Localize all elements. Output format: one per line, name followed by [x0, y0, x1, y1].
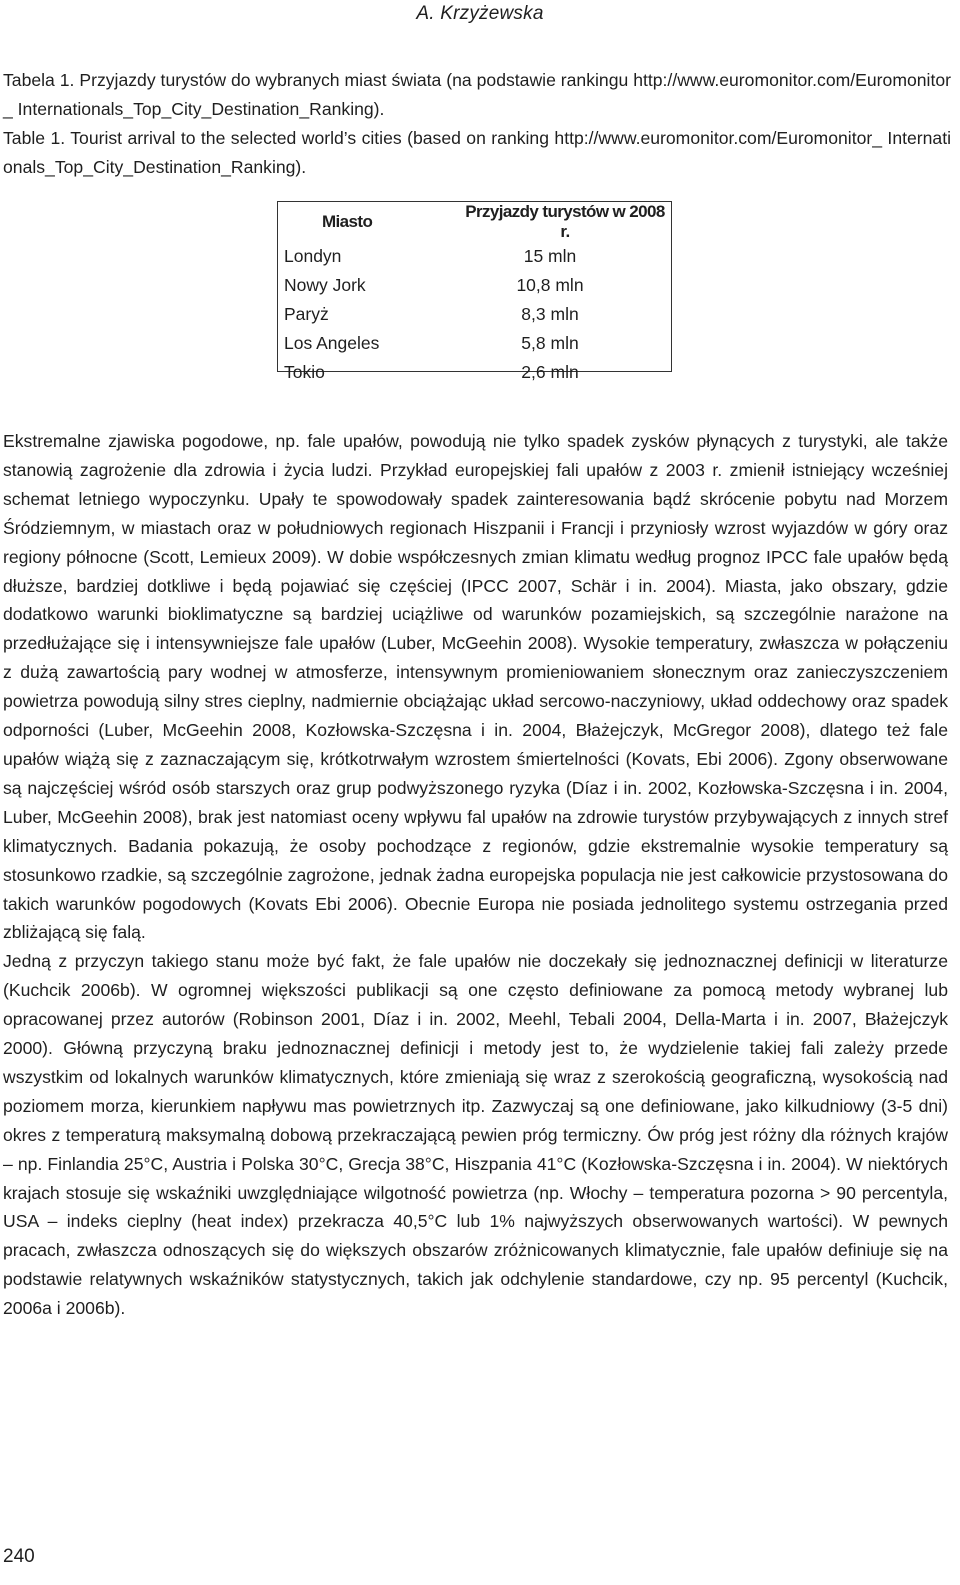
city-cell: Tokio — [284, 362, 325, 382]
table-caption-english: Table 1. Tourist arrival to the selected world’s cities (based on ranking http://www.euromonitor.com/Euromonitor_ Internationals_Top_City_Destination_Ranking). — [3, 128, 951, 177]
table-row — [278, 242, 671, 271]
table-captions — [3, 66, 951, 182]
table-row — [278, 300, 671, 329]
table-row — [278, 329, 671, 358]
arrivals-cell: 2,6 mln — [521, 362, 579, 382]
arrivals-cell: 8,3 mln — [521, 304, 579, 324]
city-cell: Paryż — [284, 304, 329, 324]
column-header-arrivals: Przyjazdy turystów w 2008 r. — [465, 202, 665, 241]
column-header-city: Miasto — [322, 212, 373, 231]
city-cell: Londyn — [284, 246, 342, 266]
city-cell: Nowy Jork — [284, 275, 366, 295]
running-head: A. Krzyżewska — [416, 3, 544, 24]
table-row — [278, 271, 671, 300]
city-cell: Los Angeles — [284, 333, 380, 353]
body-paragraph-heatwave-effects: Ekstremalne zjawiska pogodowe, np. fale upałów, powodują nie tylko spadek zysków płynących z turystyki, ale także stanowią zagrożenie dla zdrowia i życia ludzi. Przykład europejskiej fali upałów z 2003 r. zmienił istniejący wcześniej schemat letniego wypoczynku. Upały te spowodowały spadek zainteresowania bądź skrócenie pobytu nad Morzem Śródziemnym, w miastach oraz w południowych regionach Hiszpanii i Francji i przyniosły wzrost wyjazdów w góry oraz regiony północne (Scott, Lemieux 2009). W dobie współczesnych zmian klimatu według prognoz IPCC fale upałów będą dłuższe, bardziej dotkliwe i będą pojawiać się częściej (IPCC 2007, Schär i in. 2004). Miasta, jako obszary, gdzie dodatkowo warunki bioklimatyczne są bardziej uciążliwe od warunków pozamiejskich, są szczególnie narażone na przedłużające się i intensywniejsze fale upałów (Luber, McGeehin 2008). Wysokie temperatury, zwłaszcza w połączeniu z dużą zawartością pary wodnej w atmosferze, intensywnym promieniowaniem słonecznym oraz zanieczyszczeniem powietrza powodują silny stres cieplny, nadmiernie obciążając układ sercowo-naczyniowy, układ oddechowy oraz spadek odporności (Luber, McGeehin 2008, Kozłowska-Szczęsna i in. 2004, Błażejczyk, McGregor 2008), dlatego też fale upałów wiążą się z zaznaczającym się, krótkotrwałym wzrostem śmiertelności (Kovats, Ebi 2006). Zgony obserwowane są najczęściej wśród osób starszych oraz grup podwyższonego ryzyka (Díaz i in. 2002, Kozłowska-Szczęsna i in. 2004, Luber, McGeehin 2008), brak jest natomiast oceny wpływu fal upałów na zdrowie turystów przybywających z innych stref klimatycznych. Badania pokazują, że osoby pochodzące z regionów, gdzie ekstremalnie wysokie temperatury są stosunkowo rzadkie, są szczególnie zagrożone, jednak żadna europejska populacja nie jest całkowicie przystosowana do takich warunków pogodowych (Kovats Ebi 2006). Obecnie Europa nie posiada jednolitego systemu ostrzegania przed zbliżającą się falą. — [3, 431, 948, 943]
table-row — [278, 358, 671, 387]
table-caption-polish: Tabela 1. Przyjazdy turystów do wybranych miast świata (na podstawie rankingu http://www.euromonitor.com/Euromonitor_ Internationals_Top_City_Destination_Ranking). — [3, 70, 951, 119]
arrivals-cell: 10,8 mln — [516, 275, 584, 295]
arrivals-cell: 15 mln — [523, 246, 577, 266]
table-header-row — [278, 202, 671, 242]
arrivals-cell: 5,8 mln — [521, 333, 579, 353]
body-text — [3, 427, 948, 1323]
tourist-arrivals-table — [277, 201, 672, 382]
body-paragraph-heatwave-definition: Jedną z przyczyn takiego stanu może być fakt, że fale upałów nie doczekały się jednoznacznej definicji w literaturze (Kuchcik 2006b). W ogromnej większości publikacji są one często definiowane za pomocą metody wybranej lub opracowanej przez autorów (Robinson 2001, Díaz i in. 2002, Meehl, Tebali 2004, Della-Marta i in. 2007, Błażejczyk 2000). Główną przyczyną braku jednoznacznej definicji i metody jest to, że wydzielenie takiej fali zależy przede wszystkim od lokalnych warunków klimatycznych, które zmieniają się wraz z szerokością geograficzną, wysokością nad poziomem morza, kierunkiem napływu mas powietrznych itp. Zazwyczaj są one definiowane, jako kilkudniowy (3-5 dni) okres z temperaturą maksymalną dobową przekraczającą pewien próg termiczny. Ów próg jest różny dla różnych krajów – np. Finlandia 25°C, Austria i Polska 30°C, Grecja 38°C, Hiszpania 41°C (Kozłowska-Szczęsna i in. 2004). W niektórych krajach stosuje się wskaźniki uwzględniające wilgotność powietrza (np. Włochy – temperatura pozorna > 90 percentyla, USA – indeks cieplny (heat index) przekracza 40,5°C lub 1% najwyższych obserwowanych wartości). W pewnych pracach, zwłaszcza odnoszących się do większych obszarów zróżnicowanych klimatycznie, fale upałów definiuje się na podstawie relatywnych wskaźników statystycznych, takich jak odchylenie standardowe, czy np. 95 percentyl (Kuchcik, 2006a i 2006b). — [3, 951, 948, 1319]
page-number: 240 — [3, 1546, 35, 1567]
